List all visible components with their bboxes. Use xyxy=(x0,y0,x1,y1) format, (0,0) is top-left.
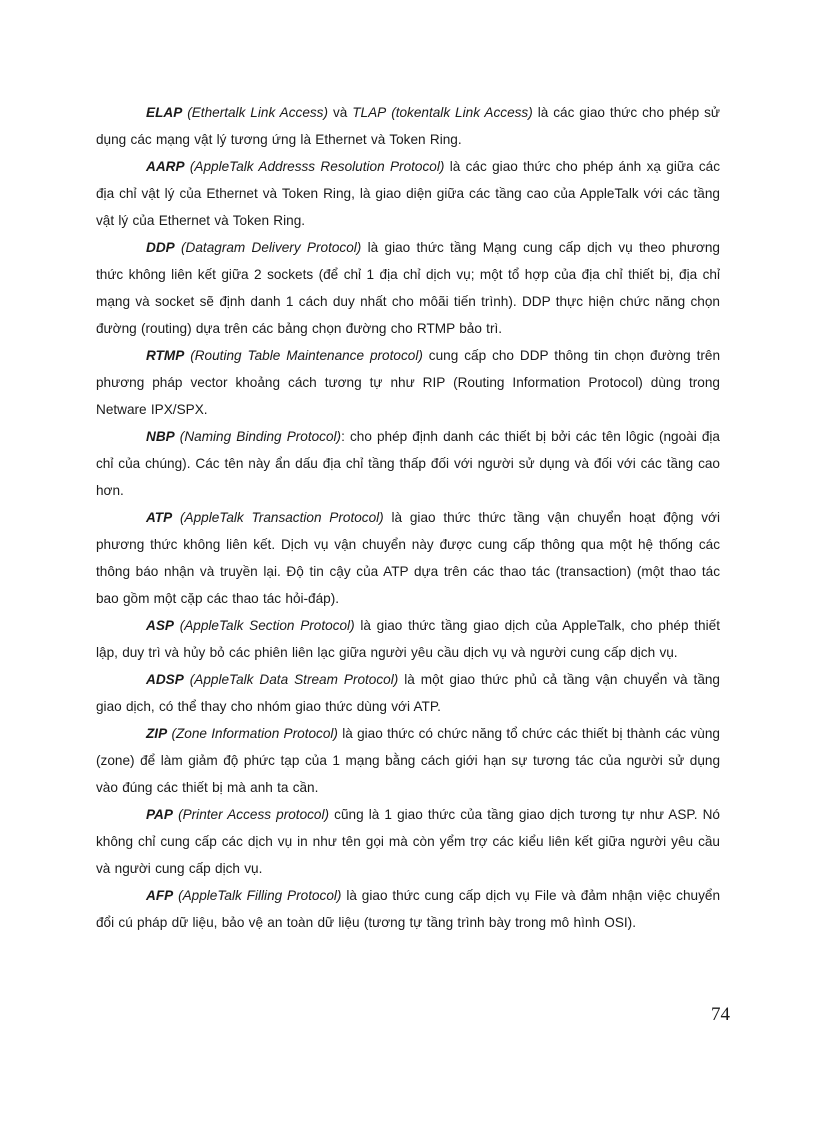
term: PAP xyxy=(146,807,173,822)
term: AFP xyxy=(146,888,174,903)
term: RTMP xyxy=(146,348,185,363)
term: DDP xyxy=(146,240,175,255)
term: ADSP xyxy=(146,672,184,687)
paragraph-atp xyxy=(96,504,720,612)
body-text xyxy=(96,99,720,936)
term-2: TLAP xyxy=(352,105,387,120)
paragraph-elap-tlap xyxy=(96,99,720,153)
paragraph-text: là các giao thức cho phép ánh xạ giữa các địa chỉ vật lý của Ethernet và Token Ring, là giao diện giữa các tầng cao của AppleTalk với các tầng vật lý của Ethernet và Token Ring. xyxy=(96,159,720,228)
paragraph-asp xyxy=(96,612,720,666)
term-full-name: (Ethertalk Link Access) xyxy=(187,105,329,120)
paragraph-text: : cho phép định danh các thiết bị bởi các tên lôgic (ngoài địa chỉ của chúng). Các tên này ẩn dấu địa chỉ tầng thấp đối với người sử dụng và đối với các tầng cao hơn. xyxy=(96,429,720,498)
term: ZIP xyxy=(146,726,168,741)
term-full-name: (AppleTalk Addresss Resolution Protocol) xyxy=(189,159,445,174)
term-full-name: (AppleTalk Section Protocol) xyxy=(179,618,355,633)
paragraph-ddp xyxy=(96,234,720,342)
paragraph-text: là giao thức tầng giao dịch của AppleTalk, cho phép thiết lập, duy trì và hủy bỏ các phiên liên lạc giữa người yêu cầu dịch vụ và người cung cấp dịch vụ. xyxy=(96,618,720,660)
paragraph-text: là giao thức tầng Mạng cung cấp dịch vụ theo phương thức không liên kết giữa 2 sockets (để chỉ 1 địa chỉ dịch vụ; một tổ hợp của địa chỉ thiết bị, địa chỉ mạng và socket sẽ định danh 1 cách duy nhất cho môãi tiến trình). DDP thực hiện chức năng chọn đường (routing) dựa trên các bảng chọn đường cho RTMP bảo trì. xyxy=(96,240,720,336)
term-2-full-name: (tokentalk Link Access) xyxy=(391,105,533,120)
page-number: 74 xyxy=(711,1004,730,1025)
term-full-name: (Zone Information Protocol) xyxy=(171,726,338,741)
term: NBP xyxy=(146,429,175,444)
paragraph-text: là giao thức cung cấp dịch vụ File và đảm nhận việc chuyển đổi cú pháp dữ liệu, bảo vệ an toàn dữ liệu (tương tự tầng trình bày trong mô hình OSI). xyxy=(96,888,721,930)
term: ATP xyxy=(146,510,173,525)
paragraph-zip xyxy=(96,720,720,801)
paragraph-text: là một giao thức phủ cả tầng vận chuyển và tầng giao dịch, có thể thay cho nhóm giao thức dùng với ATP. xyxy=(96,672,720,714)
term: ASP xyxy=(146,618,174,633)
term: AARP xyxy=(146,159,185,174)
paragraph-aarp xyxy=(96,153,720,234)
paragraph-pap xyxy=(96,801,720,882)
paragraph-adsp xyxy=(96,666,720,720)
paragraph-text: là giao thức thức tầng vận chuyển hoạt động với phương thức không liên kết. Dịch vụ vận chuyển này được cung cấp thông qua một hệ thống các thông báo nhận và truyền lại. Độ tin cậy của ATP dựa trên các thao tác (transaction) (một thao tác bao gồm một cặp các thao tác hỏi-đáp). xyxy=(96,510,720,606)
paragraph-afp xyxy=(96,882,720,936)
term-full-name: (Datagram Delivery Protocol) xyxy=(181,240,362,255)
paragraph-text: là các giao thức cho phép sử dụng các mạng vật lý tương ứng là Ethernet và Token Ring. xyxy=(96,105,721,147)
paragraph-text: cũng là 1 giao thức của tầng giao dịch tương tự như ASP. Nó không chỉ cung cấp các dịch vụ in như tên gọi mà còn yểm trợ các kiểu liên kết giữa người yêu cầu và người cung cấp dịch vụ. xyxy=(96,807,720,876)
term-full-name: (Printer Access protocol) xyxy=(178,807,330,822)
term-full-name: (Naming Binding Protocol) xyxy=(179,429,342,444)
paragraph-text: là giao thức có chức năng tổ chức các thiết bị thành các vùng (zone) để làm giảm độ phức tạp của 1 mạng bằng cách giới hạn sự tương tác của người sử dụng vào đúng các thiết bị mà anh ta cần. xyxy=(96,726,720,795)
term-full-name: (Routing Table Maintenance protocol) xyxy=(190,348,423,363)
paragraph-rtmp xyxy=(96,342,720,423)
paragraph-text: cung cấp cho DDP thông tin chọn đường trên phương pháp vector khoảng cách tương tự như RIP (Routing Information Protocol) dùng trong Netware IPX/SPX. xyxy=(96,348,720,417)
term: ELAP xyxy=(146,105,183,120)
connector-text: và xyxy=(328,105,353,120)
paragraph-nbp xyxy=(96,423,720,504)
term-full-name: (AppleTalk Transaction Protocol) xyxy=(179,510,384,525)
term-full-name: (AppleTalk Data Stream Protocol) xyxy=(189,672,399,687)
term-full-name: (AppleTalk Filling Protocol) xyxy=(178,888,342,903)
